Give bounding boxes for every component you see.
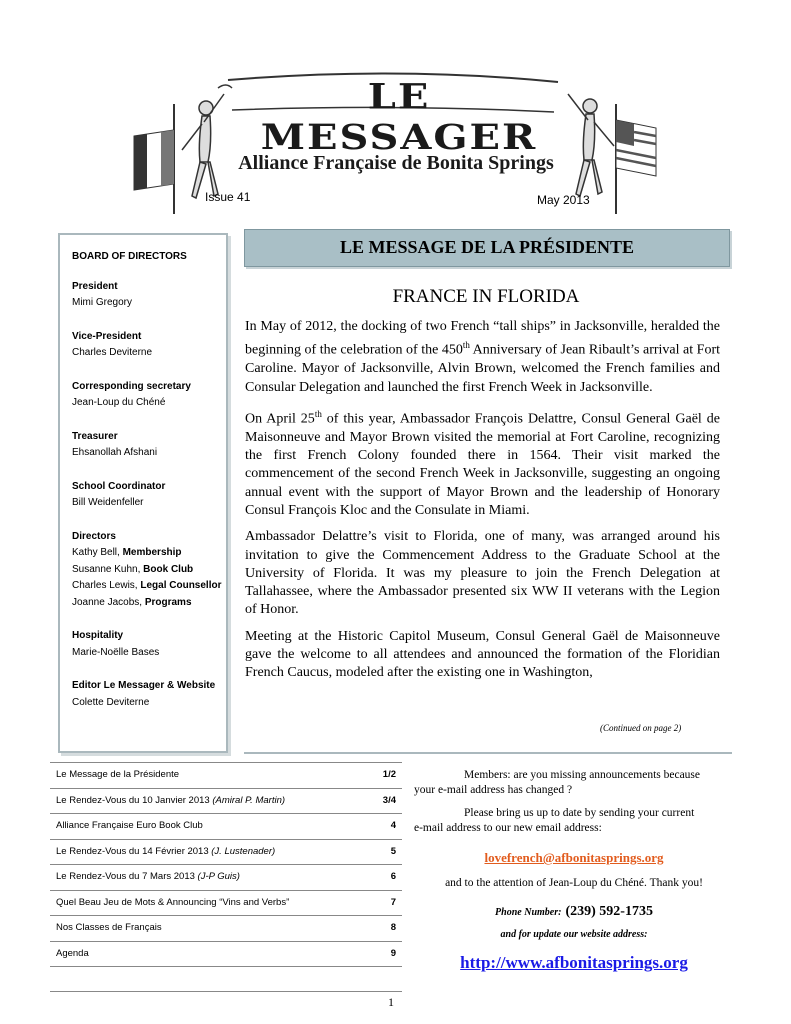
toc-label: Quel Beau Jeu de Mots & Announcing “Vins and Verbs” [56, 896, 290, 908]
article-paragraph: Meeting at the Historic Capitol Museum, Consul General Gaël de Maisonneuve gave the welcome to all attendees and announced the formation of the Floridian French Caucus, modeled after the existing one in Washington, [245, 628, 720, 681]
toc-row [50, 789, 402, 815]
issue-number: Issue 41 [205, 190, 251, 204]
member-name: Susanne Kuhn, [72, 563, 144, 575]
toc-row [50, 840, 402, 866]
us-flag-icon [616, 104, 656, 214]
board-of-directors-box [58, 233, 228, 753]
role-label: School Coordinator [72, 480, 166, 492]
member-name: Jean-Loup du Chéné [72, 397, 166, 408]
role-label: Vice-President [72, 330, 142, 342]
page-number: 1 [388, 995, 394, 1009]
board-directors [72, 529, 226, 612]
director-entry [72, 545, 226, 562]
member-name: Marie-Noëlle Bases [72, 646, 160, 658]
member-name: Joanne Jacobs, [72, 596, 145, 608]
role-label: President [72, 280, 118, 292]
director-entry [72, 562, 226, 579]
toc-label: Le Message de la Présidente [56, 769, 180, 780]
website-link[interactable]: http://www.afbonitasprings.org [460, 953, 688, 972]
website-note: and for update our website address: [500, 929, 648, 940]
newsletter-title: LE MESSAGER [260, 76, 538, 158]
toc-label: Le Rendez-Vous du 14 Février 2013 (J. Lustenader) [56, 845, 276, 857]
toc-page: 9 [390, 947, 396, 959]
announcement-text: your e-mail address has changed ? [414, 784, 573, 796]
member-title: Book Club [143, 563, 194, 575]
announcement-text: Please bring us up to date by sending your current [464, 807, 695, 819]
director-entry [72, 578, 226, 595]
divider [50, 991, 402, 992]
role-label: Hospitality [72, 630, 124, 641]
board-school-coordinator [72, 479, 226, 512]
mercury-figure-right-icon [568, 94, 614, 196]
toc-page: 1/2 [382, 769, 396, 780]
section-banner: LE MESSAGE DE LA PRÉSIDENTE [244, 229, 730, 267]
phone-number: (239) 592-1735 [565, 904, 653, 919]
toc-label: Le Rendez-Vous du 7 Mars 2013 (J-P Guis) [56, 871, 240, 882]
french-flag-icon [134, 104, 174, 214]
toc-row [50, 814, 402, 840]
article-title: FRANCE IN FLORIDA [392, 286, 580, 307]
email-link[interactable]: lovefrench@afbonitasprings.org [484, 850, 664, 865]
toc-page: 3/4 [382, 794, 396, 806]
divider [244, 752, 732, 754]
toc-label: Alliance Française Euro Book Club [56, 820, 203, 831]
member-name: Ehsanollah Afshani [72, 447, 158, 458]
issue-date: May 2013 [537, 193, 590, 207]
continued-note: (Continued on page 2) [600, 723, 682, 733]
role-label: Directors [72, 530, 116, 542]
phone-line [414, 902, 734, 920]
toc-label: Agenda [56, 947, 89, 959]
toc-row [50, 916, 402, 942]
article-paragraph: In May of 2012, the docking of two French “tall ships” in Jacksonville, heralded the beginning of the celebration of the 450th Anniversary of Jean Ribault’s arrival at Fort Caroline. Mayor of Jacksonville, Alvin Brown, welcomed the French families and Consular Delegation and launched the first French Week in Jacksonville. [245, 319, 720, 395]
member-name: Kathy Bell, [72, 547, 123, 558]
toc-page: 6 [390, 871, 396, 882]
board-hospitality [72, 628, 226, 661]
toc-page: 7 [390, 896, 396, 908]
mercury-figure-left-icon [182, 85, 232, 198]
organization-name: Alliance Française de Bonita Springs [238, 152, 554, 174]
board-treasurer [72, 429, 226, 462]
phone-label: Phone Number: [495, 907, 562, 918]
announcement-text: e-mail address to our new email address: [414, 822, 602, 834]
toc-row [50, 891, 402, 917]
member-name: Bill Weidenfeller [72, 497, 144, 508]
member-name: Colette Deviterne [72, 696, 150, 708]
member-name: Mimi Gregory [72, 297, 133, 308]
toc-row [50, 762, 402, 789]
toc-page: 5 [390, 845, 396, 857]
board-secretary [72, 379, 226, 412]
role-label: Treasurer [72, 430, 118, 442]
article-paragraph: On April 25th of this year, Ambassador François Delattre, Consul General Gaël de Maisonneuve and Mayor Brown visited the memorial at Fort Caroline, recognizing the first French Colony founded there in 1564. Their visit marked the commencement of the second French Week in Jacksonville, suggesting an ongoing annual event with the support of Mayor Brown and the leadership of Honorary Consul François Kloc and the Consulate in Miami. [245, 408, 720, 518]
member-title: Programs [144, 596, 192, 608]
board-heading: BOARD OF DIRECTORS [72, 251, 187, 262]
email-announcement [414, 768, 734, 836]
attention-text: and to the attention of Jean-Loup du Chéné. Thank you! [445, 877, 703, 889]
member-name: Charles Deviterne [72, 347, 153, 358]
table-of-contents [50, 762, 402, 992]
role-label: Editor Le Messager & Website [72, 680, 216, 691]
member-title: Legal Counsellor [140, 580, 222, 591]
member-name: Charles Lewis, [72, 580, 141, 591]
toc-row [50, 942, 402, 968]
role-label: Corresponding secretary [72, 380, 191, 392]
article-body [245, 318, 720, 691]
director-entry [72, 595, 226, 612]
member-title: Membership [122, 547, 182, 558]
board-editor [72, 678, 226, 711]
article-paragraph: Ambassador Delattre’s visit to Florida, one of many, was arranged around his invitation to give the Commencement Address to the Graduate School at the University of Florida. It was my pleasure to join the French Delegation at Tallahassee, where the Ambassador presented six WW II veterans with the Legion of Honor. [245, 529, 720, 618]
board-president [72, 279, 226, 312]
toc-page: 8 [390, 922, 396, 933]
board-vice-president [72, 329, 226, 362]
toc-label: Nos Classes de Français [56, 922, 162, 933]
toc-row [50, 865, 402, 891]
toc-label: Le Rendez-Vous du 10 Janvier 2013 (Amiral P. Martin) [56, 794, 286, 806]
announcement-text: Members: are you missing announcements because [464, 769, 701, 781]
toc-page: 4 [390, 820, 396, 831]
